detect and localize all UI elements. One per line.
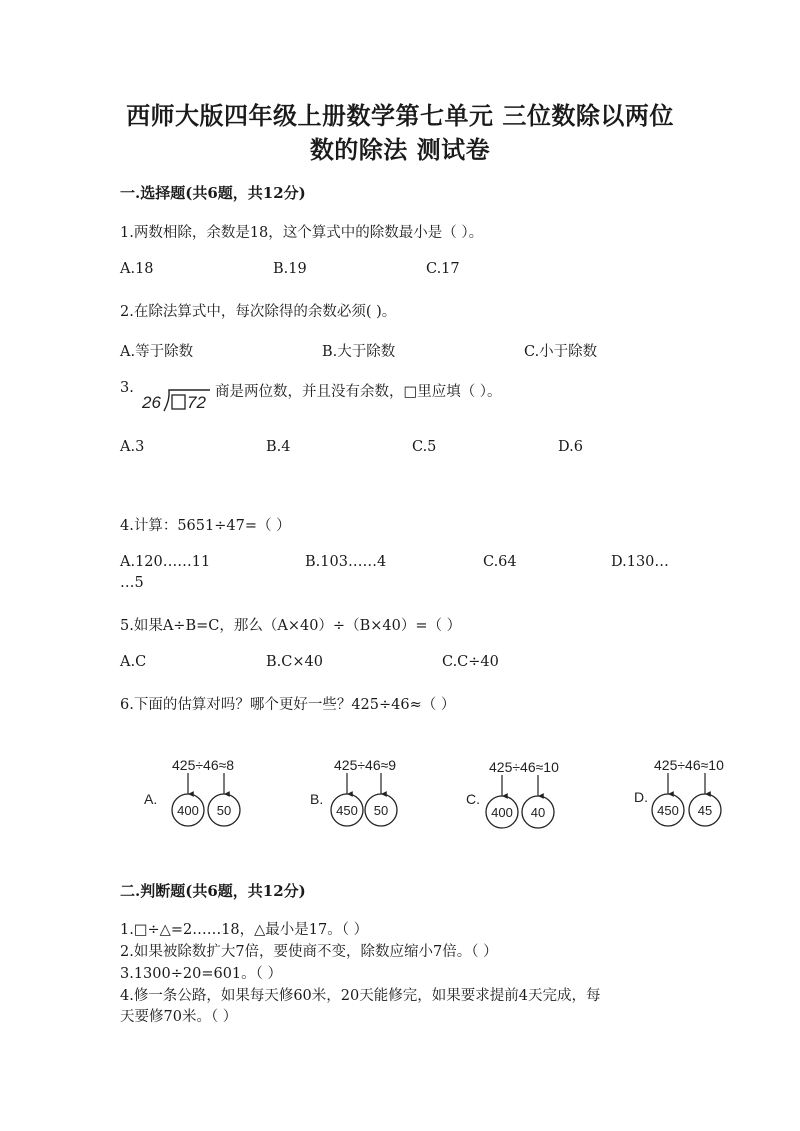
q3-option-c[interactable]: C.5 xyxy=(412,439,437,455)
figure-d-expr: 425÷46≈10 xyxy=(654,757,724,773)
division-divisor: 26 xyxy=(142,393,161,412)
blank-square xyxy=(172,395,185,409)
figure-b-label: B. xyxy=(310,791,324,807)
question-1: 1.两数相除，余数是18，这个算式中的除数最小是（ ）。 xyxy=(120,225,484,241)
figure-a-left-value: 400 xyxy=(177,803,199,818)
q5-option-a[interactable]: A.C xyxy=(120,654,147,670)
figure-a[interactable] xyxy=(144,757,240,826)
figure-d-right-value: 45 xyxy=(697,803,713,818)
figure-c-left-value: 400 xyxy=(491,805,513,820)
tf-item-4: 4.修一条公路，如果每天修60米，20天能修完，如果要求提前4天完成，每 xyxy=(120,988,601,1004)
figure-b-expr: 425÷46≈9 xyxy=(334,757,397,773)
estimation-figures xyxy=(140,752,760,832)
section-heading-choice: 一.选择题(共6题，共12分) xyxy=(120,184,306,202)
q1-option-b[interactable]: B.19 xyxy=(273,261,307,277)
figure-c-right-value: 40 xyxy=(530,805,546,820)
figure-b-right-value: 50 xyxy=(373,803,389,818)
figure-a-right-value: 50 xyxy=(216,803,232,818)
question-4: 4.计算：5651÷47=（ ） xyxy=(120,518,291,534)
question-2: 2.在除法算式中，每次除得的余数必须( )。 xyxy=(120,304,397,320)
q3-option-b[interactable]: B.4 xyxy=(266,439,291,455)
q4-option-a[interactable]: A.120……11 xyxy=(120,554,211,570)
question-6: 6.下面的估算对吗？哪个更好一些？425÷46≈（ ） xyxy=(120,697,456,713)
question-3-number: 3. xyxy=(120,380,134,396)
tf-item-2: 2.如果被除数扩大7倍，要使商不变，除数应缩小7倍。（ ） xyxy=(120,944,498,960)
long-division-figure xyxy=(140,386,212,414)
figure-a-expr: 425÷46≈8 xyxy=(172,757,235,773)
q4-option-b[interactable]: B.103……4 xyxy=(305,554,387,570)
page-title-line2: 数的除法 测试卷 xyxy=(309,135,491,164)
q4-option-d-continued: …5 xyxy=(120,575,144,591)
q5-option-b[interactable]: B.C×40 xyxy=(266,654,323,670)
q3-option-d[interactable]: D.6 xyxy=(558,439,583,455)
q4-option-c[interactable]: C.64 xyxy=(483,554,517,570)
division-dividend-rest: 72 xyxy=(187,393,206,412)
figure-c[interactable] xyxy=(466,759,559,828)
tf-item-4-continued: 天要修70米。（ ） xyxy=(120,1009,238,1025)
q4-option-d[interactable]: D.130… xyxy=(611,554,669,570)
page-title-line1: 西师大版四年级上册数学第七单元 三位数除以两位 xyxy=(126,101,674,130)
figure-d[interactable] xyxy=(634,757,724,826)
q1-option-a[interactable]: A.18 xyxy=(120,261,154,277)
q2-option-a[interactable]: A.等于除数 xyxy=(120,344,194,360)
q2-option-b[interactable]: B.大于除数 xyxy=(322,344,396,360)
figure-b-left-value: 450 xyxy=(336,803,358,818)
q1-option-c[interactable]: C.17 xyxy=(426,261,460,277)
q5-option-c[interactable]: C.C÷40 xyxy=(442,654,499,670)
q3-option-a[interactable]: A.3 xyxy=(120,439,145,455)
tf-item-3: 3.1300÷20=601。（ ） xyxy=(120,966,283,982)
figure-d-left-value: 450 xyxy=(657,803,679,818)
tf-item-1: 1.□÷△=2……18，△最小是17。（ ） xyxy=(120,922,369,938)
figure-d-label: D. xyxy=(634,789,648,805)
figure-c-expr: 425÷46≈10 xyxy=(489,759,559,775)
question-3: 商是两位数，并且没有余数，□里应填（ ）。 xyxy=(215,384,502,400)
section-heading-true-false: 二.判断题(共6题，共12分) xyxy=(120,882,306,900)
question-5: 5.如果A÷B=C，那么（A×40）÷（B×40）=（ ） xyxy=(120,618,462,634)
figure-b[interactable] xyxy=(310,757,397,826)
q2-option-c[interactable]: C.小于除数 xyxy=(524,344,598,360)
figure-c-label: C. xyxy=(466,791,480,807)
figure-a-label: A. xyxy=(144,791,158,807)
